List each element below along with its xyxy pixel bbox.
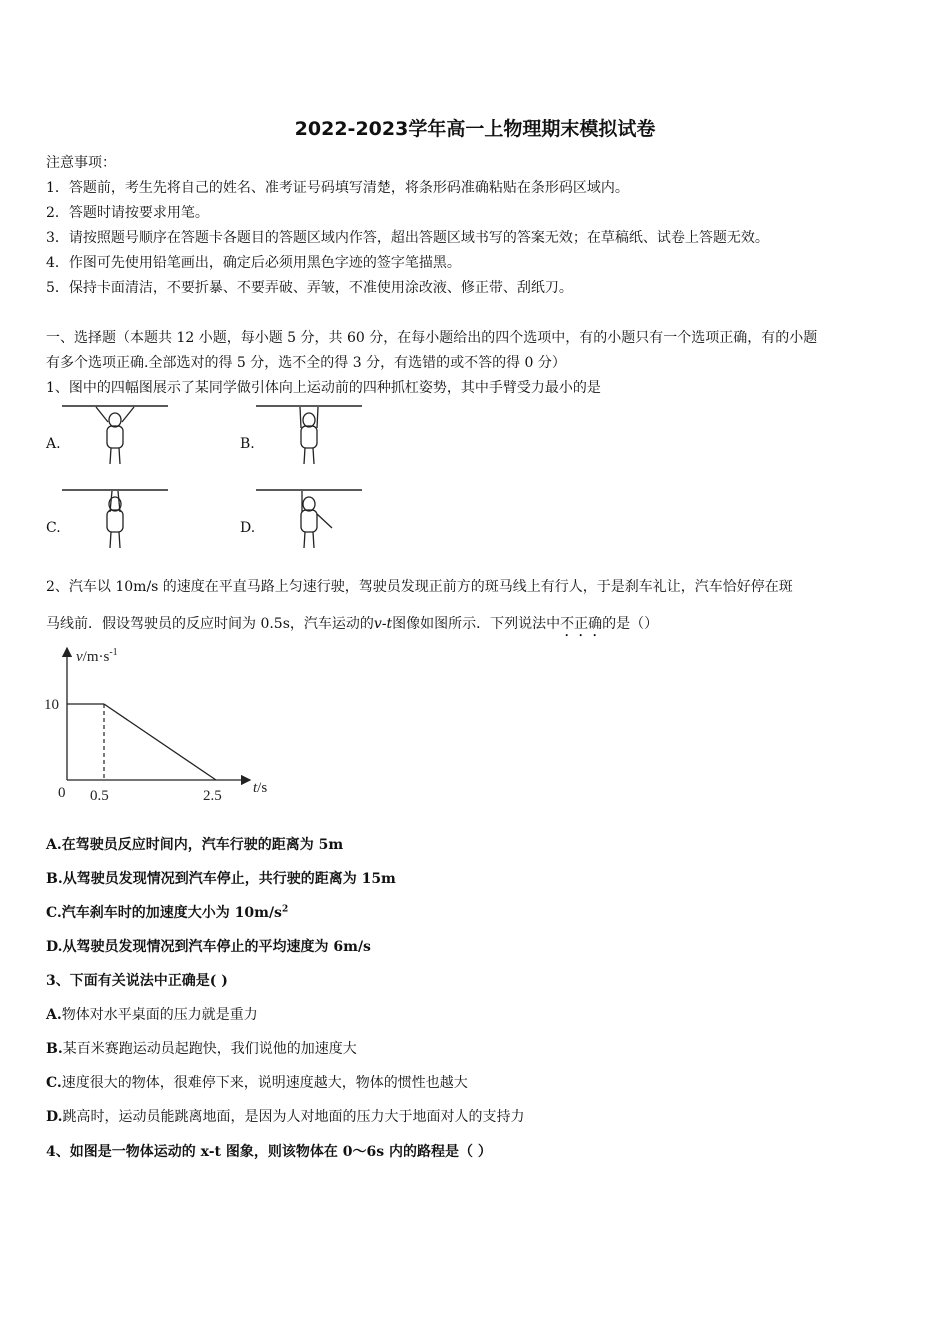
q3-option-c: C.速度很大的物体，很难停下来，说明速度越大，物体的惯性也越大	[46, 1075, 468, 1091]
q1-figure-d	[254, 484, 364, 554]
q1-figure-a	[60, 400, 170, 470]
q2-stem-part: 的是（）	[602, 616, 659, 632]
section-heading-line2: 有多个选项正确.全部选对的得 5 分，选不全的得 3 分，有选错的或不答的得 0 分）	[46, 355, 566, 371]
notice-item: 3．请按照题号顺序在答题卡各题目的答题区域内作答，超出答题区域书写的答案无效；在草稿纸、试卷上答题无效。	[46, 230, 769, 246]
graph-x-tick-0.5: 0.5	[90, 788, 109, 804]
q2-emphasis: 不正确	[560, 616, 603, 632]
q3-option-d: D.跳高时，运动员能跳离地面，是因为人对地面的压力大于地面对人的支持力	[46, 1109, 525, 1125]
q2-vt-term: v-t	[373, 616, 393, 632]
q2-stem-line1: 2、汽车以 10m/s 的速度在平直马路上匀速行驶，驾驶员发现正前方的斑马线上有行人，于是刹车礼让，汽车恰好停在斑	[46, 579, 793, 595]
notice-item: 1．答题前，考生先将自己的姓名、准考证号码填写清楚，将条形码准确粘贴在条形码区域内。	[46, 180, 629, 196]
graph-y-tick-10: 10	[44, 697, 59, 713]
q4-stem: 4、如图是一物体运动的 x-t 图象，则该物体在 0～6s 内的路程是（ ）	[46, 1144, 492, 1160]
graph-x-tick-2.5: 2.5	[203, 788, 222, 804]
q1-figure-b	[254, 400, 364, 470]
q2-option-c-text: C.汽车刹车时的加速度大小为 10m/s	[46, 905, 282, 921]
q1-option-b-label: B.	[240, 436, 255, 452]
q2-vt-graph	[40, 640, 290, 820]
graph-origin: 0	[58, 785, 66, 801]
graph-xlabel: t/s	[253, 780, 268, 796]
q1-stem: 1、图中的四幅图展示了某同学做引体向上运动前的四种抓杠姿势，其中手臂受力最小的是	[46, 380, 601, 396]
q2-option-a: A.在驾驶员反应时间内，汽车行驶的距离为 5m	[46, 837, 344, 853]
q1-option-d-label: D.	[240, 520, 256, 536]
notice-heading: 注意事项：	[46, 155, 116, 171]
q2-stem-part: 马线前．假设驾驶员的反应时间为 0.5s，汽车运动的	[46, 616, 374, 632]
q3-option-a: A.物体对水平桌面的压力就是重力	[46, 1007, 258, 1023]
section-heading-line1: 一、选择题（本题共 12 小题，每小题 5 分，共 60 分，在每小题给出的四个选项中，有的小题只有一个选项正确，有的小题	[46, 330, 818, 346]
q3-option-b: B.某百米赛跑运动员起跑快，我们说他的加速度大	[46, 1041, 357, 1057]
q2-option-d: D.从驾驶员发现情况到汽车停止的平均速度为 6m/s	[46, 939, 371, 955]
q2-option-c-sup: 2	[281, 904, 289, 915]
graph-decel-segment	[104, 704, 216, 780]
graph-ylabel: $v/m\cdot s^{-1}$	[76, 647, 118, 665]
q2-option-b: B.从驾驶员发现情况到汽车停止，共行驶的距离为 15m	[46, 871, 396, 887]
notice-item: 2．答题时请按要求用笔。	[46, 205, 209, 221]
q2-option-c	[46, 902, 288, 922]
q1-figure-c	[60, 484, 170, 554]
q3-stem: 3、下面有关说法中正确是( )	[46, 973, 228, 989]
q1-option-a-label: A.	[46, 436, 61, 452]
page-title: 2022-2023学年高一上物理期末模拟试卷	[294, 118, 656, 140]
q2-stem-line2	[46, 613, 658, 640]
q1-option-c-label: C.	[46, 520, 61, 536]
graph-ylabel-sup: -1	[109, 647, 118, 658]
q2-stem-part: 图像如图所示．下列说法中	[392, 616, 561, 632]
notice-item: 5．保持卡面清洁，不要折暴、不要弄破、弄皱，不准使用涂改液、修正带、刮纸刀。	[46, 280, 573, 296]
notice-item: 4．作图可先使用铅笔画出，确定后必须用黑色字迹的签字笔描黑。	[46, 255, 461, 271]
